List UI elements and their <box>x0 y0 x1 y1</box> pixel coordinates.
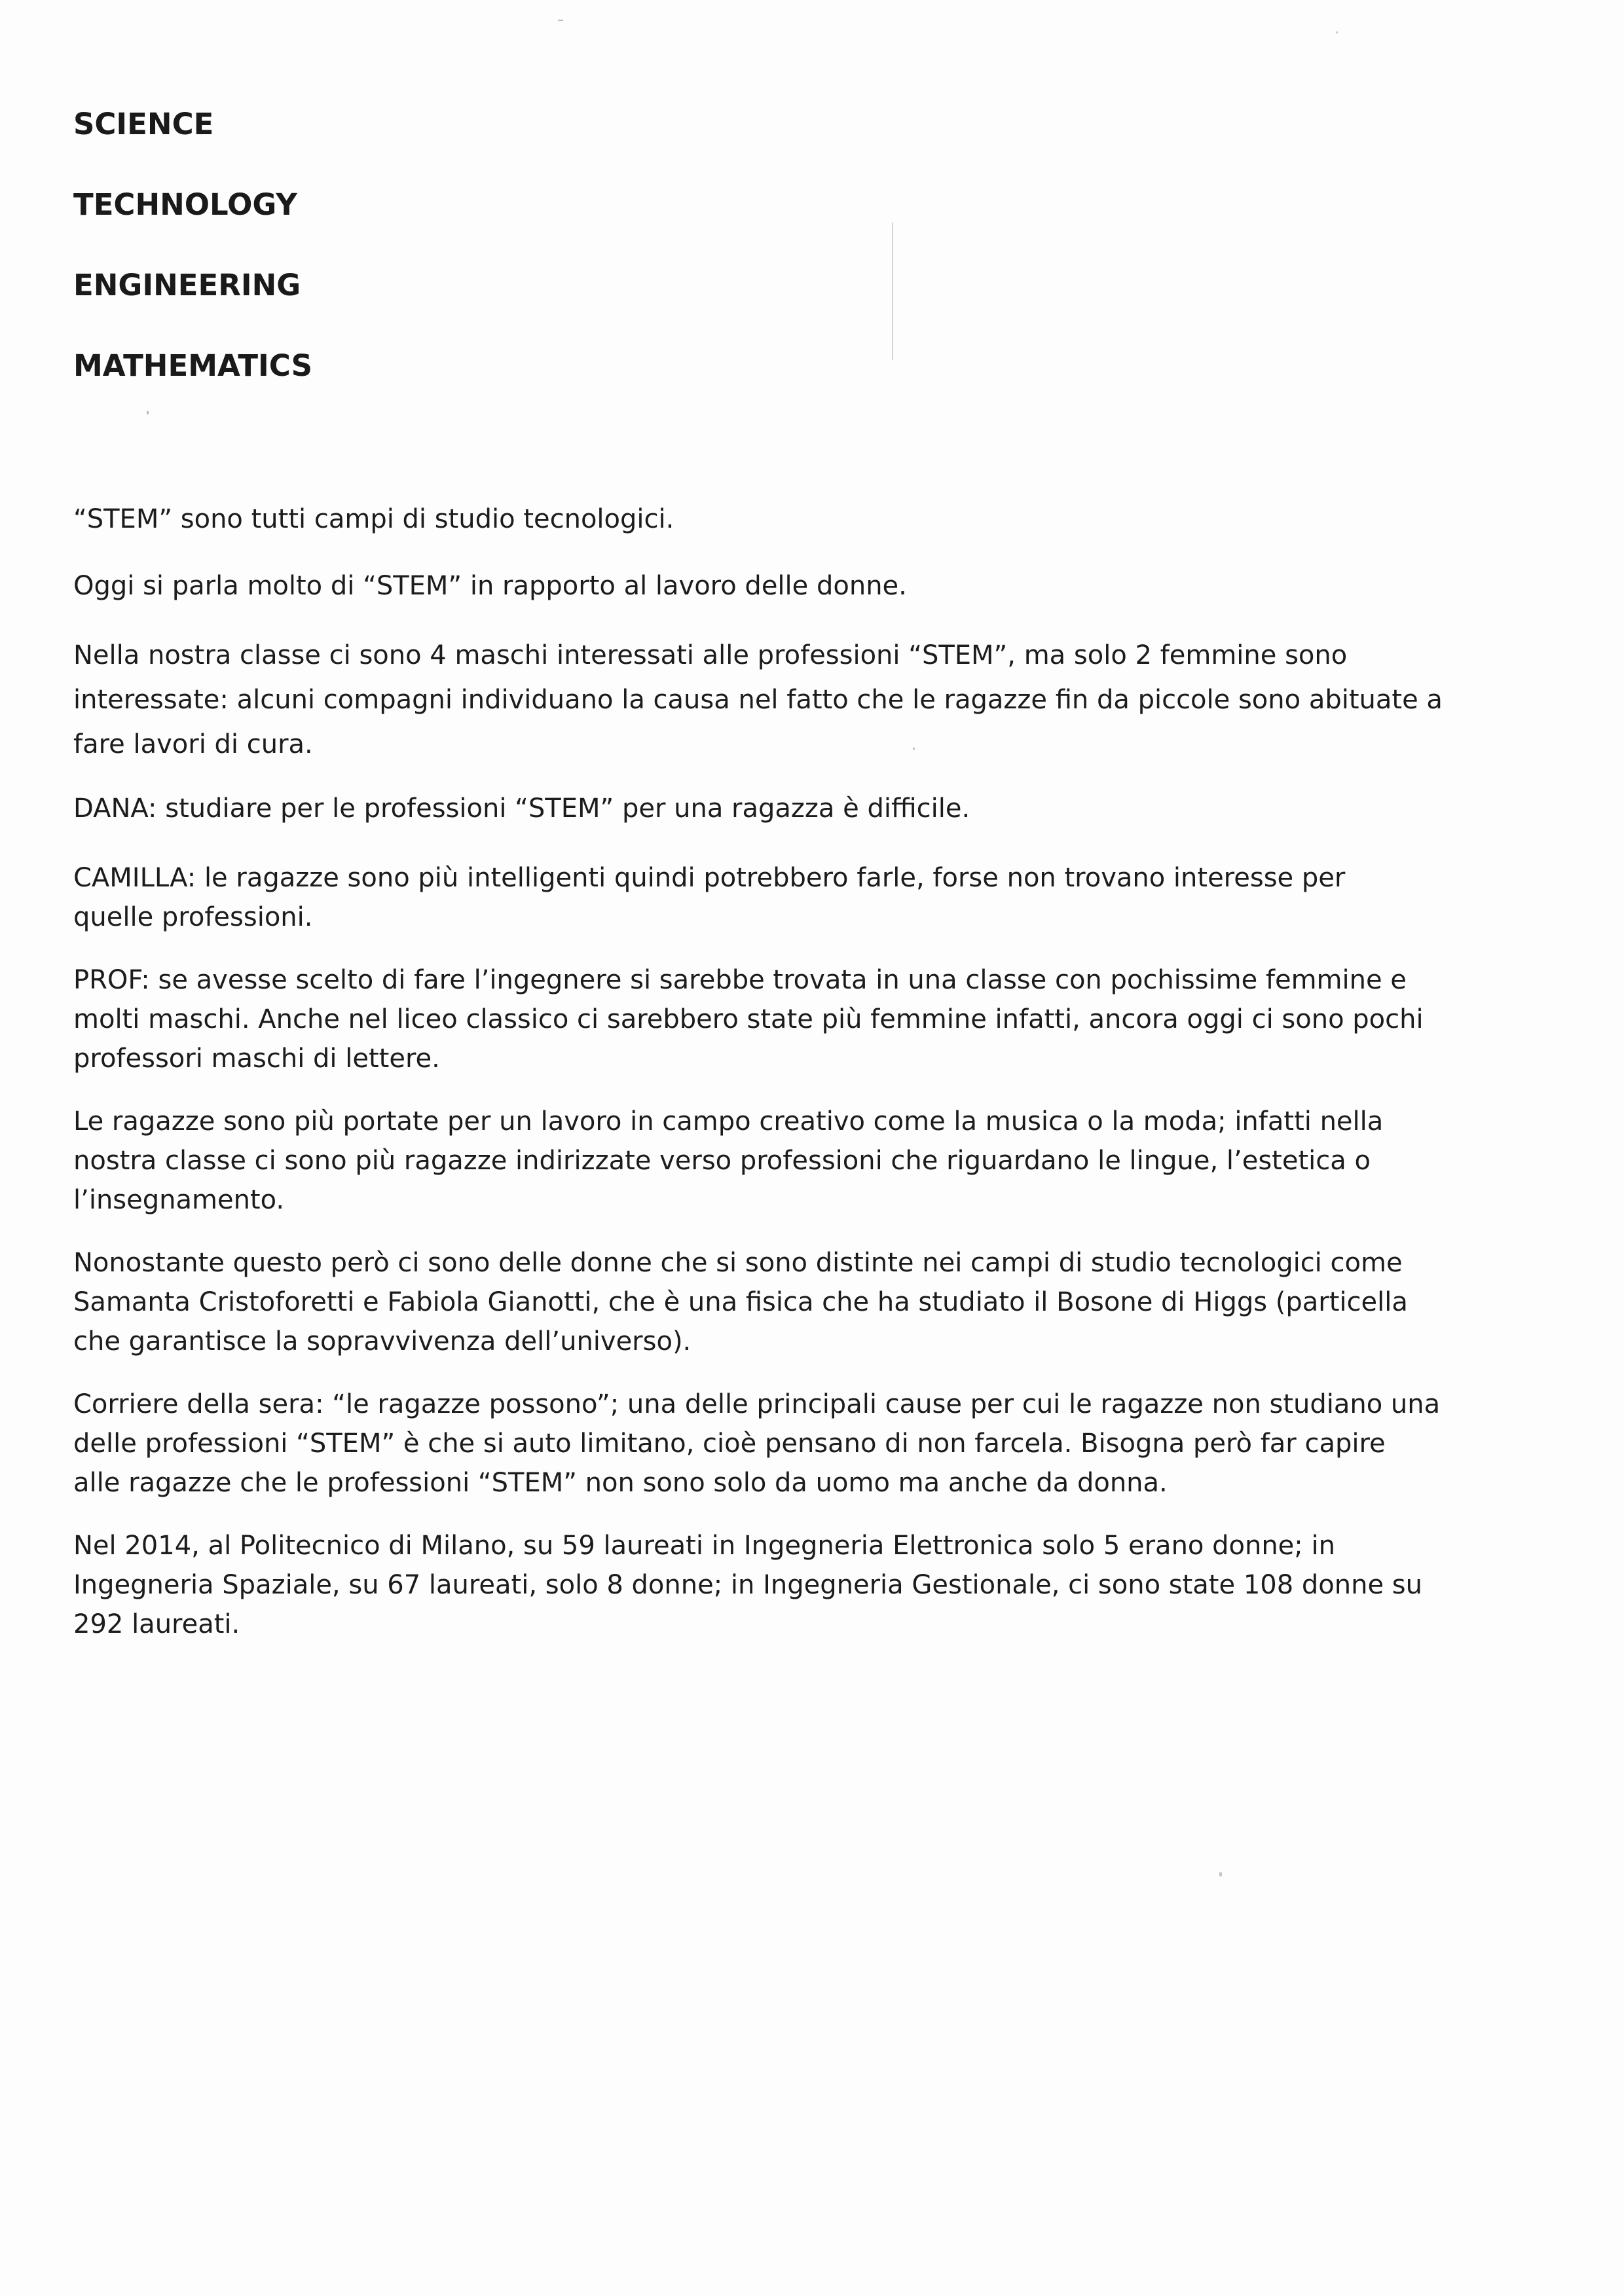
scan-mark <box>892 223 893 360</box>
paragraph-class-interest <box>73 633 1475 767</box>
text-line: “STEM” sono tutti campi di studio tecnologici. <box>73 504 674 534</box>
paragraph-corriere <box>73 1385 1475 1503</box>
text-line: CAMILLA: le ragazze sono più intelligenti quindi potrebbero farle, forse non trovano interesse per <box>73 863 1346 893</box>
paragraph-politecnico-stats <box>73 1526 1475 1644</box>
paragraph-prof <box>73 960 1475 1078</box>
scan-mark <box>558 20 563 21</box>
heading-technology: TECHNOLOGY <box>73 187 297 222</box>
scan-mark <box>147 411 149 414</box>
paragraph-camilla <box>73 858 1475 937</box>
text-line: professori maschi di lettere. <box>73 1044 440 1074</box>
text-line: delle professioni “STEM” è che si auto limitano, cioè pensano di non farcela. Bisogna però far capire <box>73 1429 1386 1459</box>
heading-engineering: ENGINEERING <box>73 268 301 302</box>
text-line: DANA: studiare per le professioni “STEM” per una ragazza è difficile. <box>73 793 970 824</box>
text-line: fare lavori di cura. <box>73 729 313 759</box>
text-line: quelle professioni. <box>73 902 313 932</box>
text-line: interessate: alcuni compagni individuano la causa nel fatto che le ragazze fin da piccole sono abituate a <box>73 685 1443 715</box>
text-line: Corriere della sera: “le ragazze possono”; una delle principali cause per cui le ragazze non studiano una <box>73 1389 1441 1419</box>
text-line: nostra classe ci sono più ragazze indirizzate verso professioni che riguardano le lingue, l’estetica o <box>73 1146 1371 1176</box>
text-line: 292 laureati. <box>73 1609 240 1639</box>
paragraph-stem-women <box>73 566 1475 606</box>
paragraph-stem-definition <box>73 500 1475 539</box>
text-line: Ingegneria Spaziale, su 67 laureati, solo 8 donne; in Ingegneria Gestionale, ci sono state 108 donne su <box>73 1570 1422 1600</box>
text-line: molti maschi. Anche nel liceo classico ci sarebbero state più femmine infatti, ancora oggi ci sono pochi <box>73 1004 1424 1034</box>
text-line: l’insegnamento. <box>73 1185 285 1215</box>
scan-mark <box>913 748 915 750</box>
paragraph-dana <box>73 789 1475 828</box>
scan-mark <box>1336 31 1338 33</box>
heading-science: SCIENCE <box>73 107 214 141</box>
scan-mark <box>1219 1872 1222 1876</box>
document-body <box>73 500 1475 1667</box>
text-line: Nel 2014, al Politecnico di Milano, su 59 laureati in Ingegneria Elettronica solo 5 erano donne; in <box>73 1531 1335 1561</box>
text-line: che garantisce la sopravvivenza dell’universo). <box>73 1326 692 1357</box>
stem-acronym-list <box>73 106 859 428</box>
text-line: Samanta Cristoforetti e Fabiola Gianotti, che è una fisica che ha studiato il Bosone di Higgs (particella <box>73 1287 1408 1317</box>
text-line: PROF: se avesse scelto di fare l’ingegnere si sarebbe trovata in una classe con pochissime femmine e <box>73 965 1407 995</box>
text-line: alle ragazze che le professioni “STEM” non sono solo da uomo ma anche da donna. <box>73 1468 1168 1498</box>
text-line: Nella nostra classe ci sono 4 maschi interessati alle professioni “STEM”, ma solo 2 femmine sono <box>73 640 1348 670</box>
heading-mathematics: MATHEMATICS <box>73 348 313 383</box>
text-line: Oggi si parla molto di “STEM” in rapporto al lavoro delle donne. <box>73 571 907 601</box>
text-line: Le ragazze sono più portate per un lavoro in campo creativo come la musica o la moda; infatti nella <box>73 1106 1384 1137</box>
paragraph-creative-fields <box>73 1102 1475 1220</box>
text-line: Nonostante questo però ci sono delle donne che si sono distinte nei campi di studio tecnologici come <box>73 1248 1403 1278</box>
paragraph-notable-women <box>73 1243 1475 1361</box>
